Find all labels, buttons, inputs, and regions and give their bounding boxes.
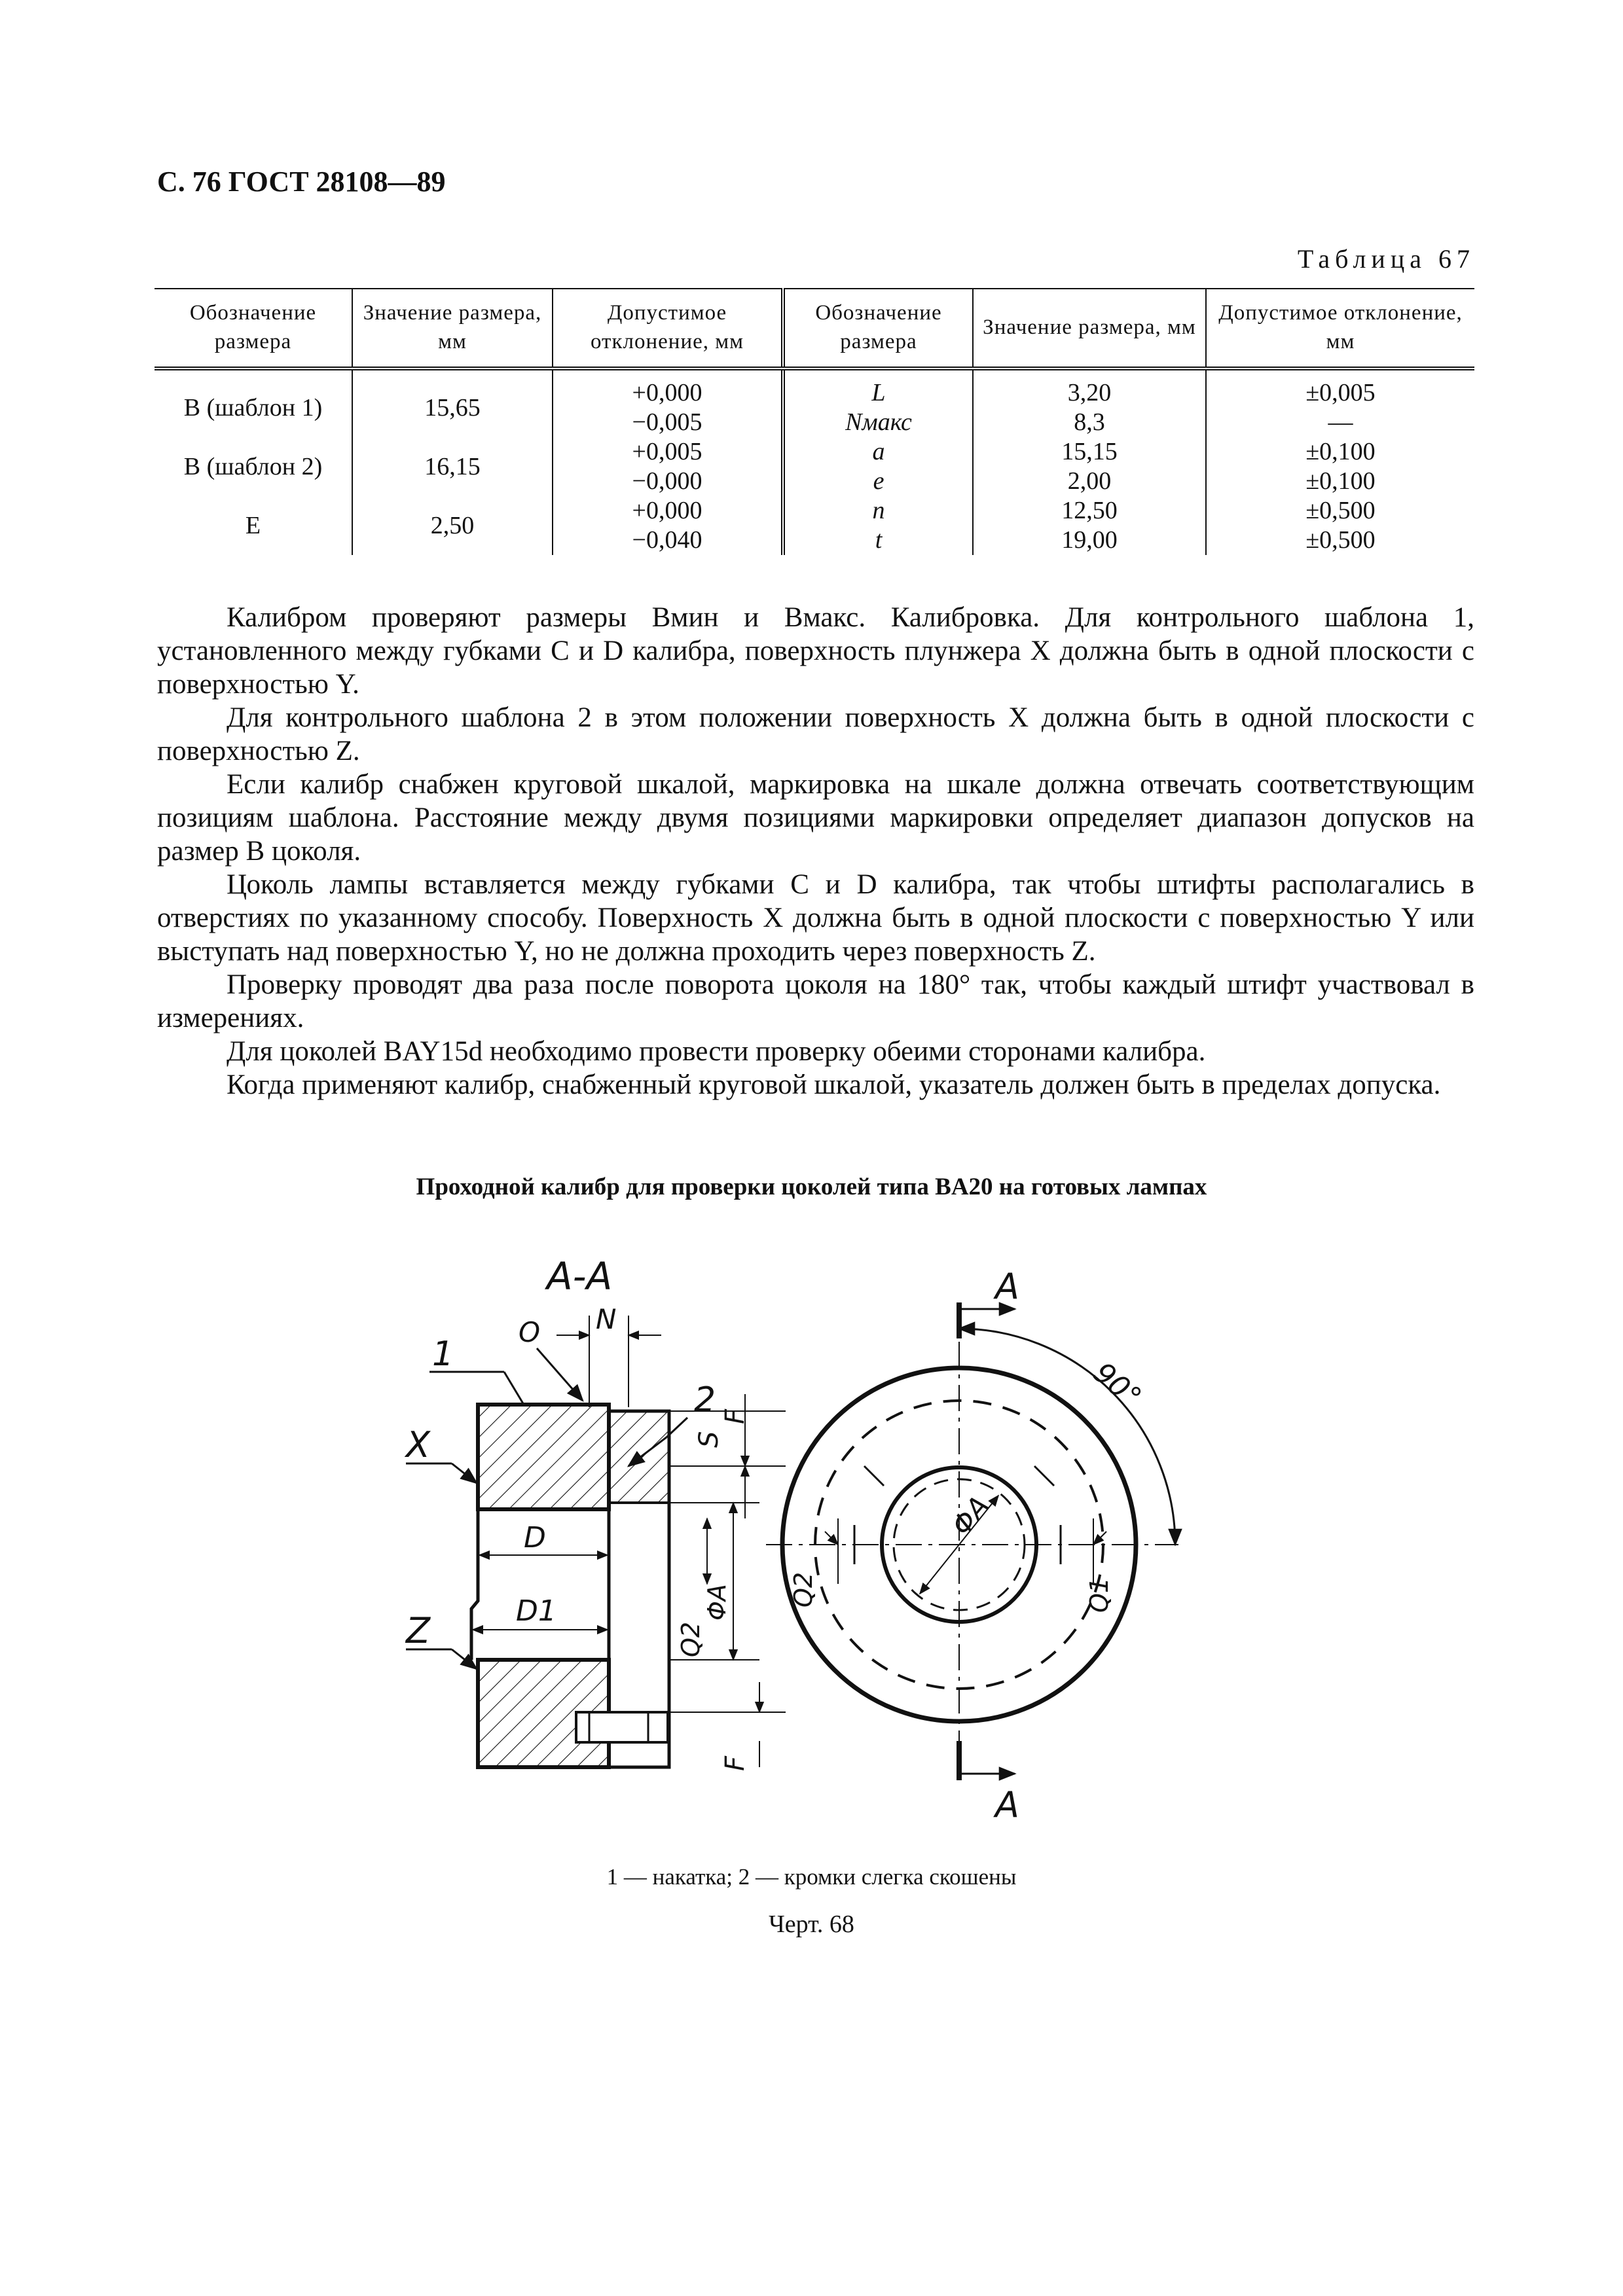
value-cell: 15,65 [352, 368, 553, 437]
page-header: С. 76 ГОСТ 28108—89 [157, 166, 446, 198]
value-n: 12,50 [1061, 497, 1118, 524]
figure-caption: Черт. 68 [769, 1910, 854, 1938]
col-header-value-left: Значение размера, мм [352, 289, 553, 368]
table-row [155, 496, 1474, 555]
paragraph: Для цоколей BAY15d необходимо провести проверку обеими сторонами калибра. [227, 1036, 1206, 1067]
table-row [155, 368, 1474, 437]
label-angle: 90° [1087, 1355, 1148, 1414]
value-a: 15,15 [1061, 438, 1118, 465]
col-header-deviation-left: Допустимое отклонение, мм [553, 289, 783, 368]
dimensions-table [155, 288, 1474, 555]
label-F-bottom: F [720, 1755, 750, 1771]
designation-N-max: Nмакс [845, 408, 912, 436]
col-header-value-right: Значение размера, мм [973, 289, 1206, 368]
designation-cell [783, 437, 973, 496]
value-t: 19,00 [1061, 526, 1118, 554]
paragraph: Для контрольного шаблона 2 в этом положении поверхность X должна быть в одной плоскости с поверхностью Z. [157, 702, 1474, 766]
label-item-1: 1 [432, 1335, 454, 1374]
value-L: 3,20 [1067, 379, 1112, 406]
table-header-row [155, 289, 1474, 368]
deviation-cell [1206, 496, 1474, 555]
label-X: X [406, 1424, 430, 1465]
value-N-max: 8,3 [1074, 408, 1105, 436]
label-S: S [694, 1431, 724, 1448]
value-cell [973, 368, 1206, 437]
deviation-cell [1206, 437, 1474, 496]
gauge-body-top [478, 1405, 609, 1509]
label-Q2-left: Q2 [676, 1621, 705, 1657]
deviation-upper: +0,000 [632, 379, 702, 406]
col-header-deviation-right: Допустимое отклонение, мм [1206, 289, 1474, 368]
label-D: D [524, 1521, 546, 1554]
table-container [155, 288, 1474, 555]
deviation-e: ±0,100 [1305, 467, 1376, 495]
deviation-n: ±0,500 [1305, 497, 1376, 524]
bore-outline [471, 1509, 478, 1660]
section-view [404, 1254, 786, 1771]
deviation-lower: −0,000 [632, 467, 702, 495]
deviation-lower: −0,040 [632, 526, 702, 554]
paragraph: Когда применяют калибр, снабженный круговой шкалой, указатель должен быть в пределах допуска. [227, 1069, 1441, 1100]
deviation-lower: −0,005 [632, 408, 702, 436]
plan-view [766, 1266, 1178, 1820]
paragraph: Калибром проверяют размеры Bмин и Bмакс. Калибровка. Для контрольного шаблона 1, установленного между губками C и D калибра, поверхность плунжера X должна быть в одной плоскости с поверхностью Y. [157, 602, 1474, 700]
deviation-upper: +0,000 [632, 497, 702, 524]
paragraph: Проверку проводят два раза после поворота цоколя на 180° так, чтобы каждый штифт участвовал в измерениях. [157, 969, 1474, 1033]
value-cell: 16,15 [352, 437, 553, 496]
label-phiA-left: ΦA [702, 1584, 731, 1621]
label-Z: Z [406, 1610, 430, 1651]
designation-n: n [872, 497, 885, 524]
label-item-2: 2 [694, 1380, 716, 1420]
designation-cell [783, 368, 973, 437]
designation-t: t [875, 526, 883, 554]
figure-title: Проходной калибр для проверки цоколей типа BA20 на готовых лампах [416, 1174, 1207, 1200]
deviation-N-max: — [1328, 408, 1353, 436]
designation-cell: B (шаблон 1) [183, 393, 323, 422]
figure-legend: 1 — накатка; 2 — кромки слегка скошены [606, 1864, 1017, 1890]
designation-e: e [873, 467, 884, 495]
designation-cell: B (шаблон 2) [183, 452, 323, 480]
deviation-a: ±0,100 [1305, 438, 1376, 465]
designation-a: a [872, 438, 885, 465]
designation-cell [783, 496, 973, 555]
deviation-cell [1206, 368, 1474, 437]
label-A-bottom: A [995, 1784, 1019, 1820]
value-cell: 2,50 [352, 496, 553, 555]
deviation-cell [553, 368, 783, 437]
designation-L: L [871, 379, 886, 406]
col-header-designation-left: Обозначение размера [155, 289, 352, 368]
value-e: 2,00 [1067, 467, 1112, 495]
designation-cell: E [245, 511, 261, 539]
paragraph: Цоколь лампы вставляется между губками C и D калибра, так чтобы штифты располагались в отверстиях по указанному способу. Поверхность X должна быть в одной плоскости с поверхностью Y или выступать над поверхностью Y, но не должна проходить через поверхность Z. [157, 869, 1474, 967]
paragraph: Если калибр снабжен круговой шкалой, маркировка на шкале должна отвечать соответствующим позициям шаблона. Расстояние между двумя позициями маркировки определяет диапазон допусков на размер B цоколя. [157, 769, 1474, 867]
table-label: Таблица 67 [1297, 244, 1475, 274]
label-F-top: F [720, 1408, 750, 1424]
label-O: O [519, 1316, 541, 1348]
section-label: A-A [547, 1254, 613, 1299]
label-Q1: Q1 [1085, 1577, 1114, 1613]
label-D1: D1 [516, 1594, 556, 1628]
value-cell [973, 437, 1206, 496]
gauge-drawing [367, 1244, 1250, 1820]
table-row [155, 437, 1474, 496]
col-header-designation-right: Обозначение размера [783, 289, 973, 368]
label-Q2-right: Q2 [789, 1571, 818, 1607]
deviation-L: ±0,005 [1305, 379, 1376, 406]
deviation-t: ±0,500 [1305, 526, 1376, 554]
deviation-cell [553, 437, 783, 496]
value-cell [973, 496, 1206, 555]
label-phiA-right: ΦA [945, 1490, 996, 1542]
body-text [157, 601, 1474, 1102]
deviation-upper: +0,005 [632, 438, 702, 465]
deviation-cell [553, 496, 783, 555]
label-N: N [596, 1303, 617, 1335]
label-A-top: A [995, 1266, 1019, 1307]
